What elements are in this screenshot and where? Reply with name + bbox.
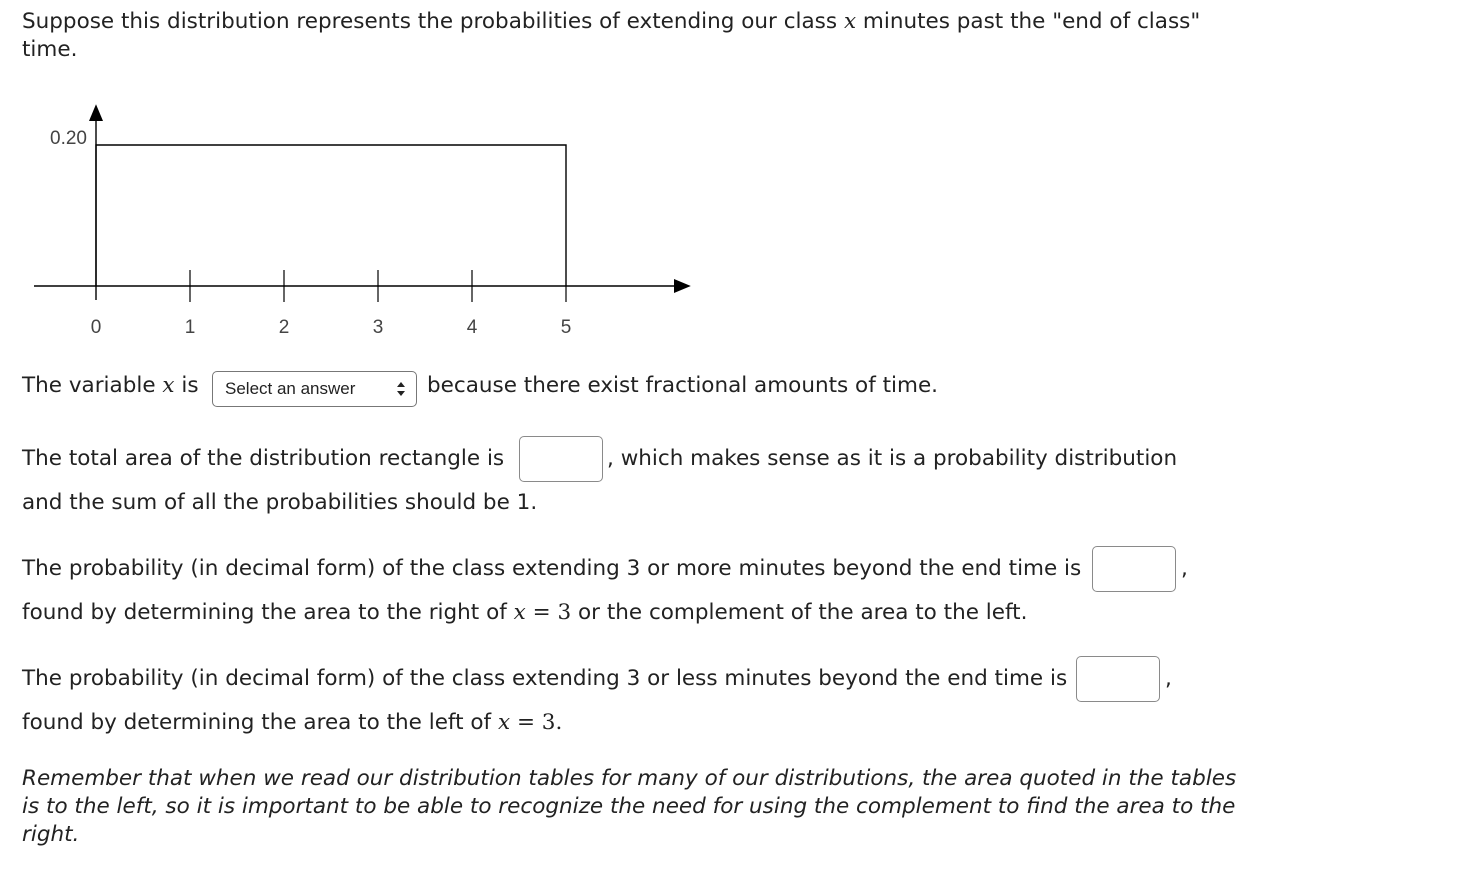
prob-3-or-more-input[interactable] <box>1092 546 1176 592</box>
x-tick-labels <box>91 317 572 338</box>
variable-x: x <box>162 373 175 398</box>
q1-prefix: The variable <box>22 373 156 398</box>
comma: , <box>1181 556 1188 581</box>
q4-line-2 <box>22 710 562 735</box>
select-arrows-icon <box>396 378 406 400</box>
variable-x: x <box>513 600 526 625</box>
intro-text: Suppose this distribution represents the probabilities of extending our class <box>22 9 838 34</box>
intro-line-1 <box>22 9 1200 34</box>
comma: , <box>1165 666 1172 691</box>
q2-line-2: and the sum of all the probabilities should be 1. <box>22 490 538 515</box>
y-tick-label: 0.20 <box>50 128 87 149</box>
q2-comma-suffix <box>607 446 1177 471</box>
comma: , <box>607 446 614 471</box>
prob-3-or-less-input[interactable] <box>1076 656 1160 702</box>
q3-line2-suffix: or the complement of the area to the left. <box>578 600 1028 625</box>
q2-suffix: which makes sense as it is a probability distribution <box>620 446 1178 471</box>
total-area-input[interactable] <box>519 436 603 482</box>
q1-is: is <box>181 373 199 398</box>
density-rectangle <box>96 145 566 286</box>
q3-line2-prefix: found by determining the area to the right of <box>22 600 507 625</box>
intro-line-2: time. <box>22 37 78 62</box>
q3-prefix: The probability (in decimal form) of the class extending 3 or more minutes beyond the end time is <box>22 556 1082 581</box>
intro-text-end: minutes past the "end of class" <box>862 9 1201 34</box>
q1-suffix: because there exist fractional amounts of time. <box>427 373 939 398</box>
y-tick-labels <box>50 128 87 149</box>
x-tick-label: 0 <box>90 317 102 338</box>
variable-x: x <box>843 9 857 34</box>
q4-line2-prefix: found by determining the area to the left of <box>22 710 492 735</box>
q2-prefix: The total area of the distribution rectangle is <box>22 446 505 471</box>
select-placeholder: Select an answer <box>225 379 356 398</box>
x-tick-label: 1 <box>184 317 196 338</box>
uniform-distribution-chart <box>0 95 720 355</box>
remember-note: Remember that when we read our distribution tables for many of our distributions, the area quoted in the tables is to the left, so it is important to be able to recognize the need for using the complement to find the area to the right. <box>22 766 1237 847</box>
equals-3: = 3. <box>516 710 563 735</box>
x-tick-label: 3 <box>372 317 384 338</box>
x-tick-label: 4 <box>466 317 478 338</box>
x-tick-label: 5 <box>560 317 572 338</box>
q3-line-2 <box>22 600 1027 625</box>
variable-type-select[interactable] <box>212 371 417 407</box>
x-tick-label: 2 <box>278 317 290 338</box>
q4-prefix: The probability (in decimal form) of the class extending 3 or less minutes beyond the end time is <box>22 666 1068 691</box>
variable-x: x <box>497 710 511 735</box>
equals-3: = 3 <box>532 600 572 625</box>
question-variable-type <box>22 373 199 398</box>
